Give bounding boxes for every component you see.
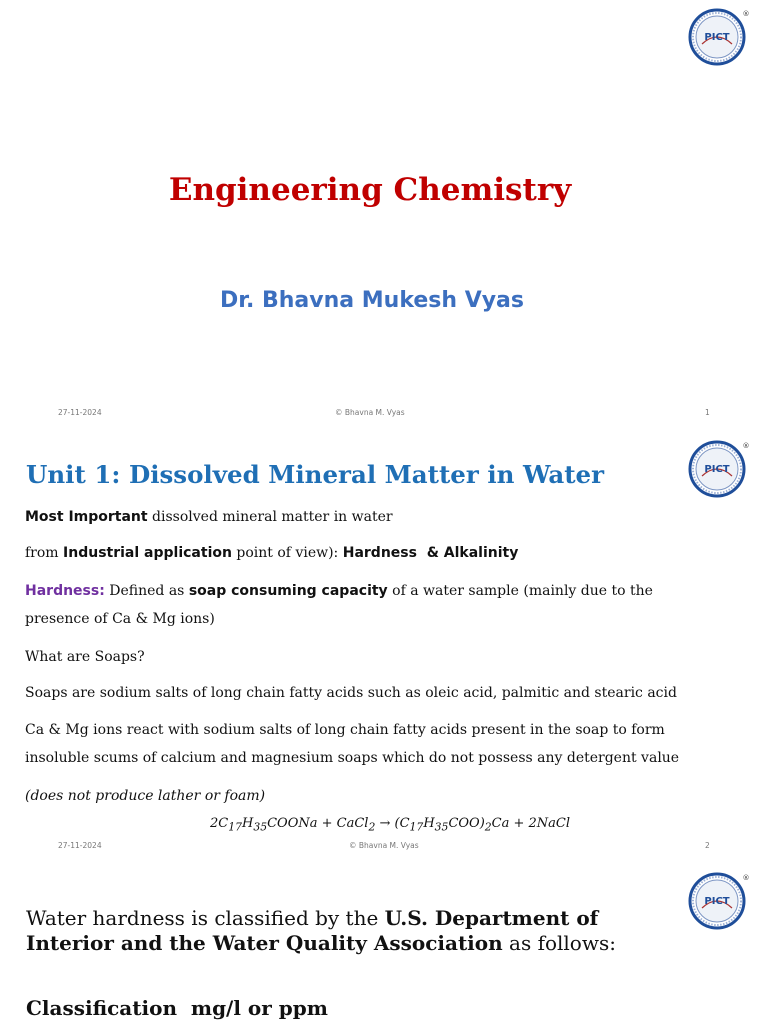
bold-text: Interior and the Water Quality Association [26, 931, 503, 955]
eq-part: COO) [448, 816, 485, 831]
line-industrial-application [25, 545, 518, 561]
footer-date: 27-11-2024 [58, 841, 102, 850]
eq-sub: 35 [434, 820, 449, 834]
eq-part: H [241, 816, 254, 831]
footer-date: 27-11-2024 [58, 408, 102, 417]
text: Defined as [104, 583, 189, 599]
classification-intro-line-2 [26, 931, 616, 955]
svg-text:PICT: PICT [704, 896, 730, 907]
text: point of view): [231, 545, 343, 561]
svg-text:®: ® [742, 10, 750, 18]
pict-logo-icon [688, 8, 750, 64]
eq-sub: 2 [368, 820, 376, 834]
bold-text: U.S. Department of [384, 906, 599, 930]
eq-part: H [423, 816, 435, 831]
classification-heading: Classification mg/l or ppm [26, 996, 328, 1020]
line-insoluble-scums: insoluble scums of calcium and magnesium soaps which do not possess any detergent value [25, 750, 680, 766]
line-no-lather: (does not produce lather or foam) [25, 788, 266, 804]
line-ca-mg-react: Ca & Mg ions react with sodium salts of long chain fatty acids present in the soap to form [25, 722, 665, 738]
eq-part: Ca + 2NaCl [491, 816, 571, 831]
text: dissolved mineral matter in water [147, 509, 393, 525]
text: as follows: [502, 931, 616, 955]
bold-text: Industrial application [63, 545, 232, 561]
hardness-label: Hardness: [25, 583, 105, 599]
footer-copyright: © Bhavna M. Vyas [349, 841, 419, 850]
text: of a water sample (mainly due to the [387, 583, 653, 599]
eq-part: COONa + CaCl [267, 816, 369, 831]
svg-text:®: ® [742, 442, 750, 450]
soap-reaction-equation [0, 816, 768, 834]
eq-sub: 17 [409, 820, 424, 834]
unit-title: Unit 1: Dissolved Mineral Matter in Water [26, 460, 605, 489]
bold-text: Most Important [25, 509, 148, 525]
eq-part: 2C [209, 816, 229, 831]
pict-logo-icon [688, 440, 750, 496]
slide-title: Engineering Chemistry [168, 172, 572, 208]
footer-page-number: 1 [705, 408, 710, 417]
line-what-are-soaps: What are Soaps? [25, 649, 145, 665]
line-hardness-definition [25, 583, 653, 599]
text: Water hardness is classified by the [26, 906, 385, 930]
author-name: Dr. Bhavna Mukesh Vyas [219, 288, 524, 313]
slide-2 [0, 432, 768, 864]
svg-text:®: ® [742, 874, 750, 882]
bold-text: soap consuming capacity [188, 583, 388, 599]
bold-text: Hardness & Alkalinity [342, 545, 519, 561]
slide-1 [0, 0, 768, 432]
eq-sub: 35 [253, 820, 268, 834]
slide-3 [0, 864, 768, 1024]
pict-logo-icon [688, 872, 750, 928]
line-soaps-definition: Soaps are sodium salts of long chain fatty acids such as oleic acid, palmitic and stearic acid [25, 685, 677, 701]
text: from [25, 545, 64, 561]
eq-sub: 17 [228, 820, 242, 834]
svg-text:PICT: PICT [704, 32, 730, 43]
svg-text:PICT: PICT [704, 464, 730, 475]
footer-copyright: © Bhavna M. Vyas [335, 408, 405, 417]
footer-page-number: 2 [705, 841, 710, 850]
classification-intro-line-1 [26, 906, 598, 930]
line-presence: presence of Ca & Mg ions) [25, 611, 215, 627]
eq-sub: 2 [484, 820, 492, 834]
line-most-important [25, 509, 393, 525]
eq-part: → (C [375, 816, 410, 831]
